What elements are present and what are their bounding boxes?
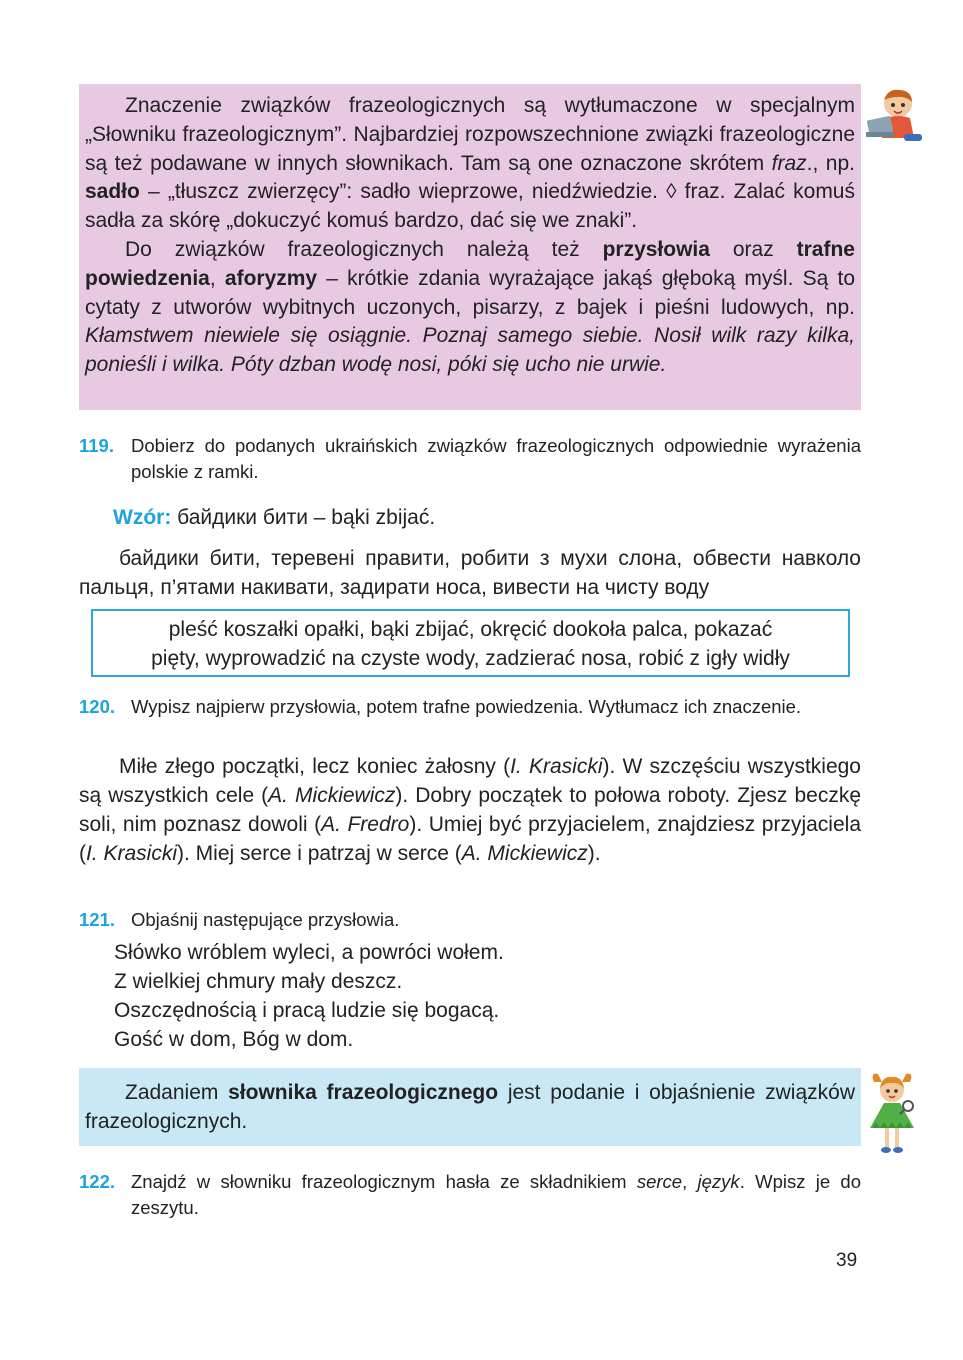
text-run: ., np. bbox=[806, 151, 855, 175]
task-instruction: Objaśnij następujące przysłowia. bbox=[131, 909, 400, 930]
ukrainian-phrases-text: байдики бити, теревені правити, робити з мухи слона, обвести навколо пальця, п’ятами накивати, задирати носа, вивести на чисту воду bbox=[79, 547, 861, 599]
proverb-line: Słówko wróblem wyleci, a powróci wołem. bbox=[114, 941, 504, 964]
boy-with-laptop-icon bbox=[864, 84, 926, 144]
frame-line-1: pleść koszałki opałki, bąki zbijać, okręcić dookoła palca, pokazać bbox=[168, 618, 773, 641]
text-run: A. Mickiewicz bbox=[268, 784, 396, 807]
task-number: 120. bbox=[79, 696, 116, 717]
example-line bbox=[113, 503, 435, 533]
text-run: I. Krasicki bbox=[510, 755, 603, 778]
text-run: sadło bbox=[85, 180, 140, 204]
text-run: oraz bbox=[709, 237, 797, 261]
task-number: 121. bbox=[79, 909, 116, 930]
proverb-line: Gość w dom, Bóg w dom. bbox=[114, 1028, 354, 1051]
info-paragraph-1 bbox=[85, 92, 855, 236]
text-run: ). W szczęściu wszystkiego są wszystkich cele ( bbox=[79, 755, 861, 807]
text-run: – krótkie zdania wyrażające jakąś głęboką myśl. Są to cytaty z utworów wybitnych uczonych, pisarzy, z bajek i pieśni ludowych, np. bbox=[85, 266, 856, 319]
definition-box bbox=[79, 1068, 861, 1146]
text-run: , bbox=[209, 266, 225, 290]
text-run: Miłe złego początki, lecz koniec żałosny ( bbox=[119, 755, 511, 778]
info-paragraph-2 bbox=[85, 236, 855, 380]
text-run: fraz bbox=[771, 151, 807, 175]
proverbs-list bbox=[114, 938, 504, 1054]
task-number: 122. bbox=[79, 1171, 116, 1192]
task-instruction bbox=[131, 1169, 861, 1221]
task-instruction: Dobierz do podanych ukraińskich związków frazeologicznych odpowiednie wyrażenia polskie z ramki. bbox=[131, 435, 861, 482]
girl-with-magnifier-icon bbox=[864, 1070, 920, 1158]
text-run: A. Fredro bbox=[321, 813, 410, 836]
task-number: 119. bbox=[79, 435, 114, 456]
text-run: I. Krasicki bbox=[86, 842, 178, 865]
text-run: Kłamstwem niewiele się osiągnie. Poznaj samego siebie. Nosił wilk razy kilka, ponieśli i wilka. Póty dzban wodę nosi, póki się ucho nie urwie. bbox=[85, 324, 855, 377]
text-run: przysłowia bbox=[602, 237, 710, 261]
text-run: Do związków frazeologicznych należą też bbox=[125, 237, 603, 261]
task-119 bbox=[79, 433, 861, 485]
task-121 bbox=[79, 907, 861, 933]
frame-line-2: pięty, wyprowadzić na czyste wody, zadzierać nosa, robić z igły widły bbox=[151, 647, 790, 670]
task-120-text bbox=[79, 752, 861, 868]
page-number: 39 bbox=[836, 1250, 858, 1271]
phrase-frame bbox=[91, 609, 850, 677]
text-run: język bbox=[697, 1171, 740, 1192]
text-run: jest podanie i objaśnienie związków frazeologicznych. bbox=[85, 1081, 855, 1133]
proverb-line: Z wielkiej chmury mały deszcz. bbox=[114, 970, 403, 993]
text-run: . Wpisz je do zeszytu. bbox=[131, 1171, 861, 1218]
text-run: Znajdź w słowniku frazeologicznym hasła ze składnikiem bbox=[131, 1171, 637, 1192]
text-run: słownika frazeologicznego bbox=[228, 1081, 499, 1104]
ukrainian-phrases bbox=[79, 544, 861, 602]
text-run: ). bbox=[587, 842, 601, 865]
text-run: ). Umiej być przyjacielem, znajdziesz przyjaciela ( bbox=[79, 813, 861, 865]
info-box bbox=[79, 84, 861, 410]
task-120 bbox=[79, 694, 861, 720]
text-run: aforyzmy bbox=[224, 266, 318, 290]
proverb-line: Oszczędnością i pracą ludzie się bogacą. bbox=[114, 999, 500, 1022]
text-run: serce bbox=[636, 1171, 683, 1192]
text-run: A. Mickiewicz bbox=[461, 842, 588, 865]
text-run: trafne powiedzenia bbox=[85, 237, 855, 290]
example-label: Wzór: bbox=[113, 506, 172, 529]
text-run: – „tłuszcz zwierzęcy”: sadło wieprzowe, niedźwiedzie. ◊ fraz. Zalać komuś sadła za skórę „dokuczyć komuś bardzo, dać się we znaki”. bbox=[85, 180, 855, 233]
example-text: байдики бити – bąki zbijać. bbox=[171, 506, 436, 529]
text-run: , bbox=[682, 1171, 698, 1192]
definition-text bbox=[85, 1078, 855, 1136]
text-run: Zadaniem bbox=[125, 1081, 229, 1104]
text-run: ). Dobry początek to połowa roboty. Zjesz beczkę soli, nim poznasz dowoli ( bbox=[79, 784, 861, 836]
task-120-body bbox=[79, 752, 861, 868]
task-instruction: Wypisz najpierw przysłowia, potem trafne powiedzenia. Wytłumacz ich znaczenie. bbox=[131, 696, 802, 717]
text-run: ). Miej serce i patrzaj w serce ( bbox=[177, 842, 462, 865]
text-run: Znaczenie związków frazeologicznych są wytłumaczone w specjalnym „Słowniku frazeologicznym”. Najbardziej rozpowszechnione związki frazeologiczne są też podawane w innych słownikach. Tam są one oznaczone skrótem bbox=[85, 94, 855, 175]
task-122 bbox=[79, 1169, 861, 1221]
